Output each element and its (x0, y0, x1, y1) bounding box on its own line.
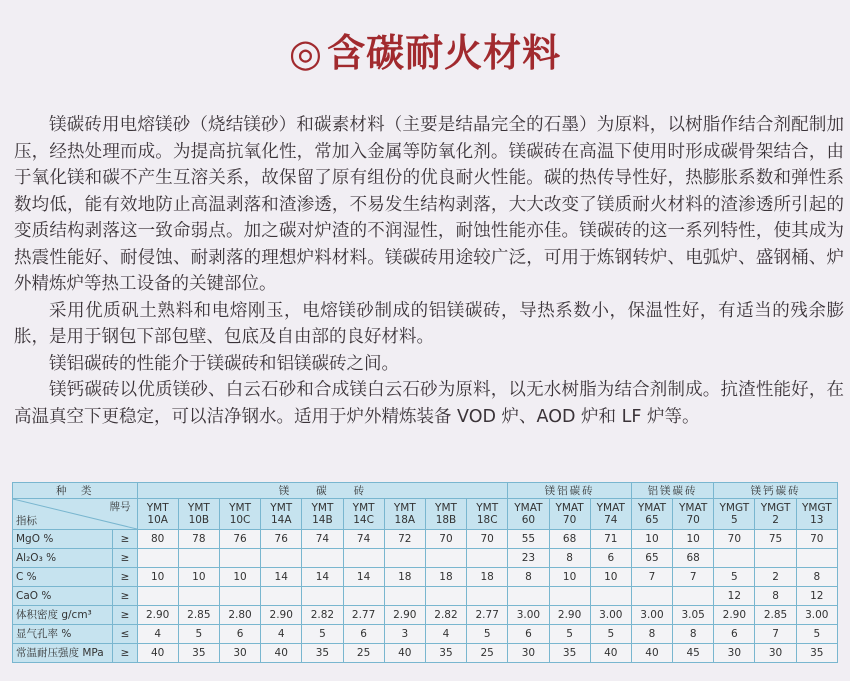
grade-prefix: YMT (311, 502, 334, 514)
table-cell: 6 (590, 549, 631, 568)
table-cell: 7 (673, 568, 714, 587)
table-cell: 70 (467, 530, 508, 549)
grade-cell (714, 499, 755, 530)
table-cell: 3.00 (590, 606, 631, 625)
table-cell: 2.90 (261, 606, 302, 625)
grade-prefix: YMGT (719, 502, 750, 514)
table-cell: 2.82 (425, 606, 466, 625)
table-cell: 30 (508, 644, 549, 663)
table-cell: 55 (508, 530, 549, 549)
table-cell: 35 (178, 644, 219, 663)
row-operator: ≥ (113, 606, 137, 625)
table-cell: 2.80 (219, 606, 260, 625)
grade-prefix: YMGT (801, 502, 832, 514)
table-cell (467, 587, 508, 606)
table-cell: 4 (137, 625, 178, 644)
table-cell: 45 (673, 644, 714, 663)
grade-suffix: 18A (394, 514, 416, 526)
properties-table (12, 482, 838, 663)
table-cell (384, 549, 425, 568)
table-cell (178, 549, 219, 568)
table-cell: 40 (631, 644, 672, 663)
table-cell: 2.85 (178, 606, 219, 625)
table-header-groups (13, 483, 838, 499)
table-cell: 8 (549, 549, 590, 568)
table-cell: 6 (508, 625, 549, 644)
row-operator: ≥ (113, 644, 137, 663)
table-cell: 3.05 (673, 606, 714, 625)
table-cell: 14 (302, 568, 343, 587)
table-cell (343, 549, 384, 568)
table-cell: 74 (343, 530, 384, 549)
row-label: 常温耐压强度 MPa (13, 644, 113, 663)
table-cell (508, 587, 549, 606)
table-cell (137, 587, 178, 606)
grade-cell (261, 499, 302, 530)
page-title (0, 22, 850, 77)
table-cell (673, 587, 714, 606)
grade-suffix: 70 (686, 514, 700, 526)
properties-table-wrapper (12, 482, 838, 663)
grade-cell (590, 499, 631, 530)
table-cell: 30 (755, 644, 796, 663)
grade-cell (343, 499, 384, 530)
table-cell: 5 (549, 625, 590, 644)
table-cell (343, 587, 384, 606)
table-cell: 76 (219, 530, 260, 549)
table-cell: 8 (673, 625, 714, 644)
grade-cell (178, 499, 219, 530)
table-cell: 2.90 (714, 606, 755, 625)
table-cell: 35 (425, 644, 466, 663)
table-cell: 5 (796, 625, 837, 644)
table-cell: 10 (673, 530, 714, 549)
table-cell: 30 (219, 644, 260, 663)
grade-suffix: 60 (521, 514, 536, 526)
table-cell (178, 587, 219, 606)
row-operator: ≥ (113, 568, 137, 587)
table-cell: 25 (343, 644, 384, 663)
row-label: MgO % (13, 530, 113, 549)
table-cell: 8 (755, 587, 796, 606)
table-cell: 35 (796, 644, 837, 663)
grade-suffix: 2 (772, 514, 779, 526)
grade-cell (219, 499, 260, 530)
grade-prefix: YMAT (679, 502, 708, 514)
table-cell: 2 (755, 568, 796, 587)
grade-prefix: YMAT (555, 502, 584, 514)
row-operator: ≥ (113, 530, 137, 549)
grade-suffix: 70 (562, 514, 577, 526)
table-cell: 4 (261, 625, 302, 644)
table-header-grades (13, 499, 838, 530)
row-operator: ≤ (113, 625, 137, 644)
body-text (14, 112, 844, 430)
table-cell (755, 549, 796, 568)
table-row (13, 587, 838, 606)
table-cell: 70 (714, 530, 755, 549)
grade-prefix: YMAT (596, 502, 625, 514)
table-row (13, 549, 838, 568)
table-row (13, 625, 838, 644)
paragraph-mgcac: 镁钙碳砖以优质镁砂、白云石砂和合成镁白云石砂为原料，以无水树脂为结合剂制成。抗渣性能好，在高温真空下更稳定，可以洁净钢水。适用于炉外精炼装备 VOD 炉、AOD 炉和 LF 炉等。 (14, 380, 844, 427)
table-cell (467, 549, 508, 568)
row-operator: ≥ (113, 549, 137, 568)
table-cell: 10 (549, 568, 590, 587)
table-row (13, 606, 838, 625)
group-header: 镁铝碳砖 (508, 483, 632, 499)
table-cell: 35 (549, 644, 590, 663)
grade-suffix: 14A (270, 514, 292, 526)
table-cell (302, 587, 343, 606)
page-title-text: 含碳耐火材料 (327, 31, 562, 75)
table-cell: 3.00 (631, 606, 672, 625)
table-cell: 8 (631, 625, 672, 644)
table-cell (631, 587, 672, 606)
row-label: CaO % (13, 587, 113, 606)
table-cell (590, 587, 631, 606)
group-header: 镁 碳 砖 (137, 483, 508, 499)
table-cell: 70 (796, 530, 837, 549)
table-cell: 40 (384, 644, 425, 663)
grade-cell (549, 499, 590, 530)
grade-suffix: 10B (188, 514, 210, 526)
table-cell: 25 (467, 644, 508, 663)
grade-cell (796, 499, 837, 530)
table-cell: 5 (467, 625, 508, 644)
table-cell: 8 (508, 568, 549, 587)
grade-suffix: 18C (476, 514, 498, 526)
grade-prefix: YMGT (760, 502, 791, 514)
grade-cell (673, 499, 714, 530)
table-cell: 10 (137, 568, 178, 587)
table-cell: 3 (384, 625, 425, 644)
table-cell: 40 (261, 644, 302, 663)
table-cell: 2.90 (384, 606, 425, 625)
grade-prefix: YMT (352, 502, 375, 514)
grade-cell (467, 499, 508, 530)
row-label: C % (13, 568, 113, 587)
grade-cell (631, 499, 672, 530)
row-label: 体积密度 g/cm³ (13, 606, 113, 625)
grade-prefix: YMT (146, 502, 169, 514)
grade-suffix: 10C (229, 514, 251, 526)
table-cell: 40 (137, 644, 178, 663)
table-cell: 2.90 (137, 606, 178, 625)
grade-cell (384, 499, 425, 530)
paragraph-mgc: 镁碳砖用电熔镁砂（烧结镁砂）和碳素材料（主要是结晶完全的石墨）为原料，以树脂作结合剂配制加压，经热处理而成。为提高抗氧化性，常加入金属等防氧化剂。镁碳砖在高温下使用时形成碳骨架结合，由于氧化镁和碳不产生互溶关系，故保留了原有组份的优良耐火性能。碳的热传导性好，热膨胀系数和弹性系数均低，能有效地防止高温剥落和渣渗透，不易发生结构剥落，大大改变了镁质耐火材料的渣渗透所引起的变质结构剥落这一致命弱点。加之碳对炉渣的不润湿性，耐蚀性能亦佳。镁碳砖的这一系列特性，使其成为热震性能好、耐侵蚀、耐剥落的理想炉料材料。镁碳砖用途较广泛，可用于炼钢转炉、电弧炉、盛钢桶、炉外精炼炉等热工设备的关键部位。 (14, 115, 844, 294)
row-operator: ≥ (113, 587, 137, 606)
kind-header: 种 类 (13, 483, 138, 499)
grade-suffix: 14B (312, 514, 333, 526)
row-label: 显气孔率 % (13, 625, 113, 644)
table-cell: 18 (467, 568, 508, 587)
grade-prefix: YMT (476, 502, 499, 514)
table-cell: 10 (631, 530, 672, 549)
table-cell: 2.90 (549, 606, 590, 625)
table-cell (796, 549, 837, 568)
corner-header (13, 499, 138, 530)
table-cell: 10 (219, 568, 260, 587)
grade-cell (425, 499, 466, 530)
table-cell: 3.00 (508, 606, 549, 625)
grade-prefix: YMT (393, 502, 416, 514)
table-cell: 35 (302, 644, 343, 663)
table-cell (425, 587, 466, 606)
table-cell: 71 (590, 530, 631, 549)
grade-prefix: YMAT (514, 502, 543, 514)
table-cell: 2.77 (467, 606, 508, 625)
table-cell: 2.85 (755, 606, 796, 625)
table-cell: 10 (590, 568, 631, 587)
table-cell (549, 587, 590, 606)
grade-prefix: YMT (229, 502, 251, 514)
grade-cell (755, 499, 796, 530)
table-cell: 75 (755, 530, 796, 549)
grade-suffix: 14C (353, 514, 374, 526)
table-cell (714, 549, 755, 568)
table-cell: 2.82 (302, 606, 343, 625)
table-cell: 12 (714, 587, 755, 606)
table-cell: 4 (425, 625, 466, 644)
table-cell (384, 587, 425, 606)
grade-prefix: YMAT (637, 502, 667, 514)
table-cell: 14 (343, 568, 384, 587)
grade-suffix: 10A (147, 514, 168, 526)
table-cell: 7 (755, 625, 796, 644)
table-cell: 70 (425, 530, 466, 549)
table-cell: 6 (343, 625, 384, 644)
table-row (13, 644, 838, 663)
grade-suffix: 74 (604, 514, 618, 526)
paragraph-almgc: 采用优质矾土熟料和电熔刚玉，电熔镁砂制成的铝镁碳砖，导热系数小，保温性好，有适当的残余膨胀，是用于钢包下部包壁、包底及自由部的良好材料。 (14, 300, 844, 347)
grade-suffix: 65 (645, 514, 659, 526)
table-cell: 3.00 (796, 606, 837, 625)
table-cell (425, 549, 466, 568)
table-cell: 5 (178, 625, 219, 644)
table-cell (261, 587, 302, 606)
table-cell: 10 (178, 568, 219, 587)
table-cell: 68 (549, 530, 590, 549)
index-label: 指标 (16, 515, 37, 527)
group-header: 镁钙碳砖 (714, 483, 838, 499)
table-cell: 40 (590, 644, 631, 663)
grade-cell (302, 499, 343, 530)
grade-suffix: 13 (810, 514, 824, 526)
grade-cell (508, 499, 549, 530)
table-cell: 78 (178, 530, 219, 549)
table-cell: 5 (714, 568, 755, 587)
grade-suffix: 5 (731, 514, 738, 526)
table-cell: 23 (508, 549, 549, 568)
table-cell (219, 587, 260, 606)
table-cell: 74 (302, 530, 343, 549)
row-label: Al₂O₃ % (13, 549, 113, 568)
table-cell (261, 549, 302, 568)
grade-prefix: YMT (187, 502, 210, 514)
grade-prefix: YMT (435, 502, 457, 514)
table-cell: 18 (425, 568, 466, 587)
table-cell: 6 (714, 625, 755, 644)
table-cell: 72 (384, 530, 425, 549)
grade-prefix: YMT (270, 502, 293, 514)
table-cell: 6 (219, 625, 260, 644)
paragraph-mgalc: 镁铝碳砖的性能介于镁碳砖和铝镁碳砖之间。 (49, 353, 399, 374)
table-cell: 30 (714, 644, 755, 663)
table-cell: 76 (261, 530, 302, 549)
table-cell: 68 (673, 549, 714, 568)
table-row (13, 568, 838, 587)
table-cell: 18 (384, 568, 425, 587)
table-cell: 80 (137, 530, 178, 549)
table-cell (302, 549, 343, 568)
table-cell: 8 (796, 568, 837, 587)
table-cell: 2.77 (343, 606, 384, 625)
table-cell: 12 (796, 587, 837, 606)
table-cell (219, 549, 260, 568)
group-header: 铝镁碳砖 (631, 483, 713, 499)
table-cell: 5 (302, 625, 343, 644)
table-row (13, 530, 838, 549)
table-cell: 7 (631, 568, 672, 587)
grade-cell (137, 499, 178, 530)
grade-suffix: 18B (435, 514, 457, 526)
table-cell: 65 (631, 549, 672, 568)
grade-label: 牌号 (109, 501, 131, 513)
table-cell: 5 (590, 625, 631, 644)
double-circle-icon: ◎ (288, 31, 324, 75)
table-cell (137, 549, 178, 568)
table-cell: 14 (261, 568, 302, 587)
corner-cell (13, 499, 137, 529)
